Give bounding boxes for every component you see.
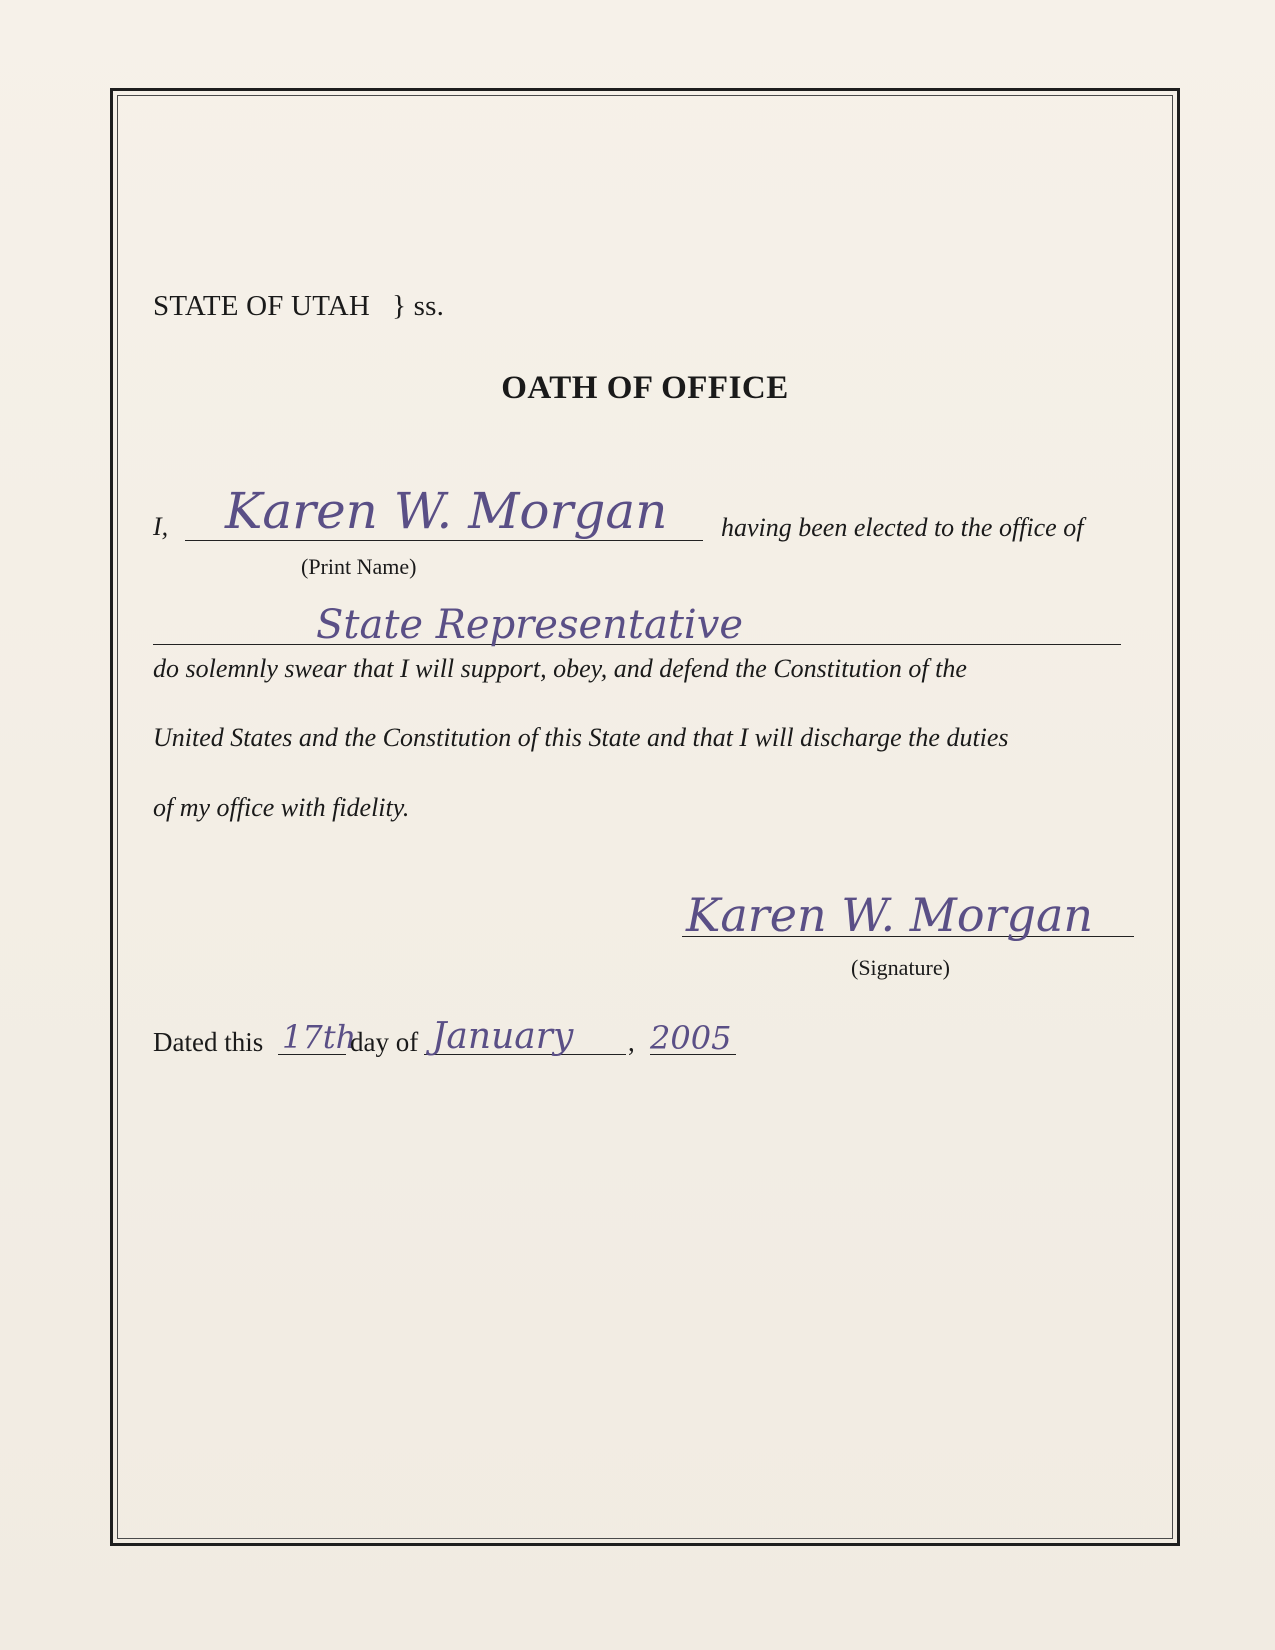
print-name-line [185, 540, 703, 541]
elected-text: having been elected to the office of [721, 513, 1084, 542]
day-of-text: day of [350, 1027, 419, 1057]
state-heading [153, 290, 444, 323]
oath-line-2: United States and the Constitution of this State and that I will discharge the duties [153, 723, 1009, 752]
handwritten-year: 2005 [650, 1019, 732, 1057]
venue-notation: } ss. [392, 290, 445, 322]
dated-prefix: Dated this [153, 1027, 264, 1057]
print-name-caption: (Print Name) [301, 554, 417, 579]
handwritten-month: January [432, 1016, 574, 1057]
oath-pronoun: I, [153, 512, 169, 541]
state-name: STATE OF UTAH [153, 290, 371, 322]
handwritten-print-name: Karen W. Morgan [225, 482, 668, 540]
handwritten-signature: Karen W. Morgan [686, 888, 1094, 942]
document-title: OATH OF OFFICE [501, 370, 789, 406]
handwritten-day: 17th [282, 1018, 357, 1056]
oath-line-1: do solemnly swear that I will support, obey, and defend the Constitution of the [153, 654, 967, 683]
oath-line-3: of my office with fidelity. [153, 793, 410, 822]
handwritten-office: State Representative [316, 602, 743, 648]
date-comma: , [628, 1027, 635, 1057]
signature-caption: (Signature) [851, 955, 950, 980]
